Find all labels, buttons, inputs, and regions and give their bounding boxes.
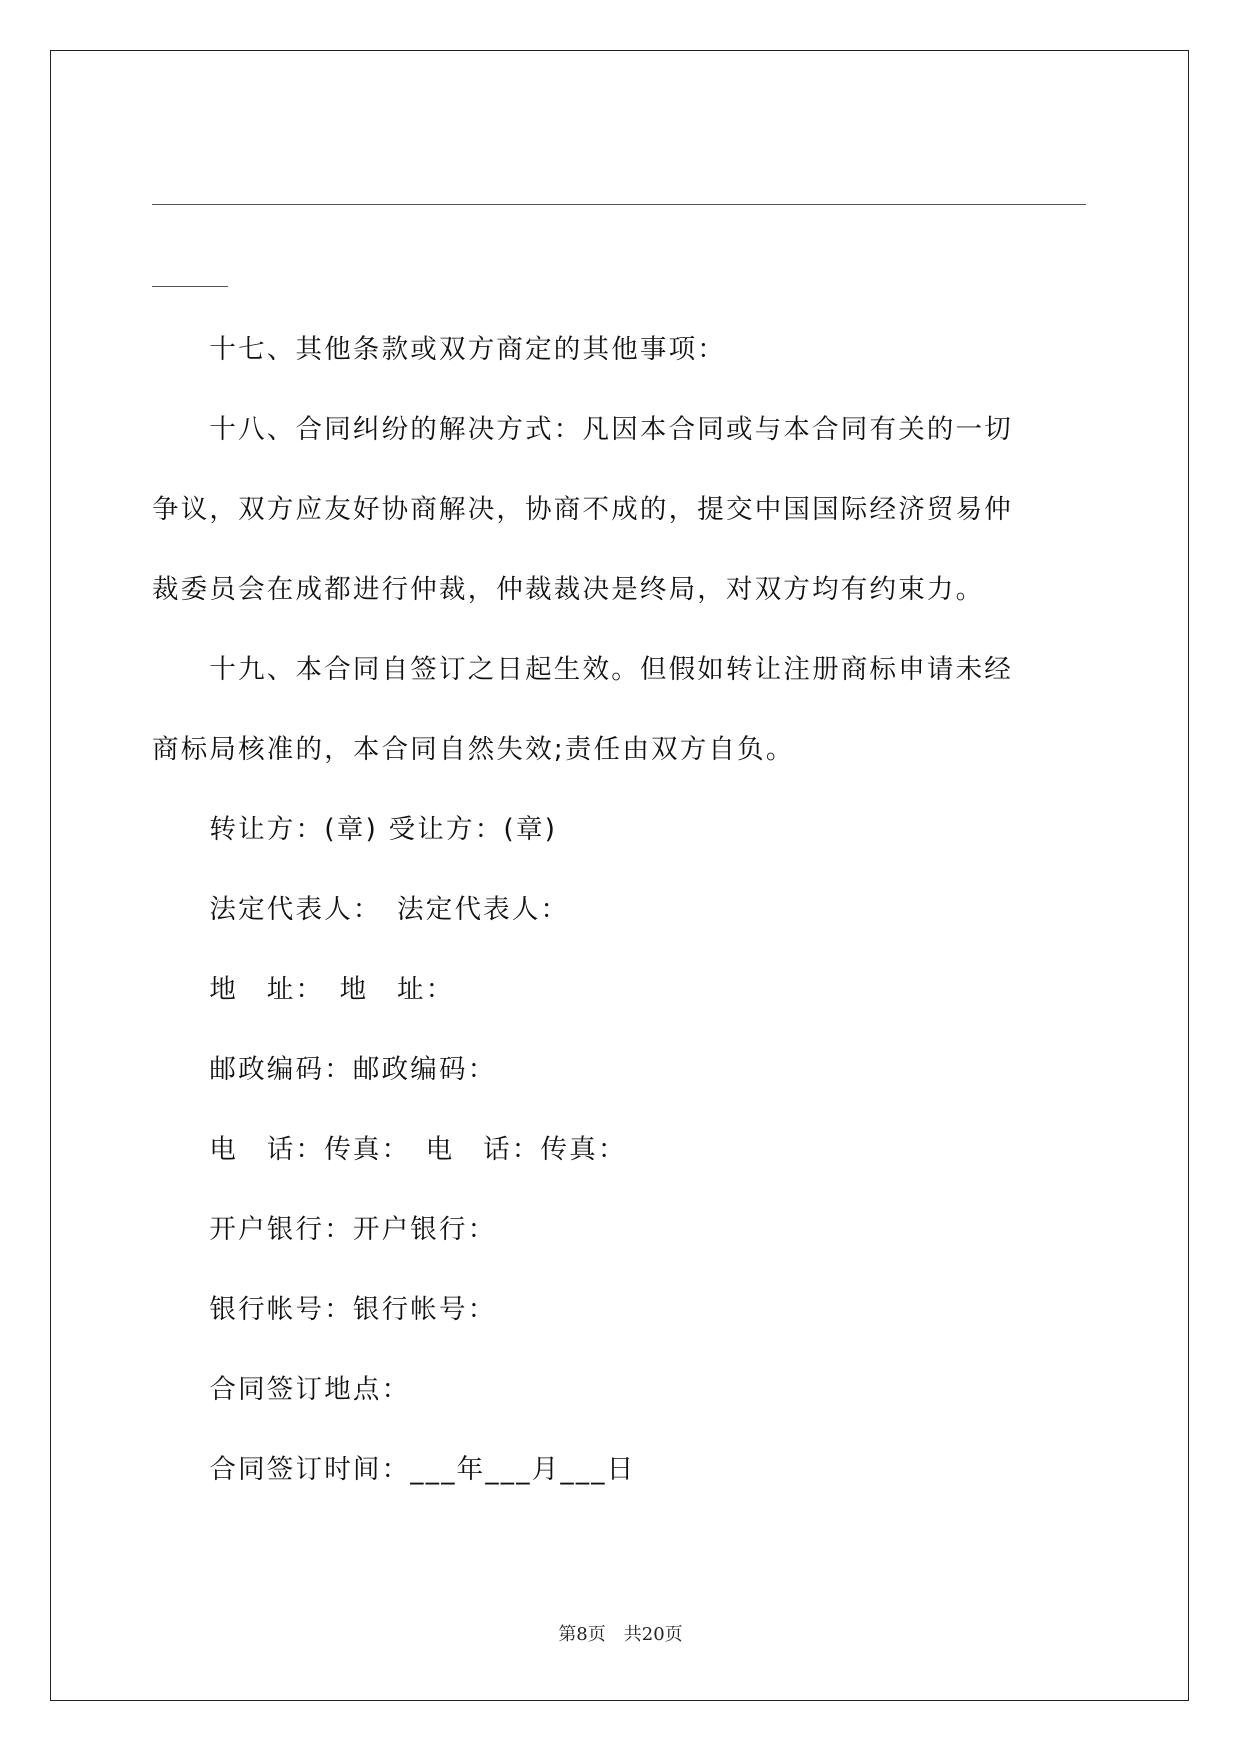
page-number: 第8页 共20页 bbox=[558, 1624, 683, 1645]
clause-19-line-1: 十九、本合同自签订之日起生效。但假如转让注册商标申请未经 bbox=[152, 654, 1013, 685]
clause-18-line-3: 裁委员会在成都进行仲裁，仲裁裁决是终局，对双方均有约束力。 bbox=[152, 574, 985, 605]
account-line: 银行帐号：银行帐号： bbox=[152, 1294, 497, 1325]
fill-in-line bbox=[152, 204, 1086, 205]
signing-date-line: 合同签订时间：___年___月___日 bbox=[152, 1454, 636, 1485]
phone-fax-line: 电 话：传真： 电 话：传真： bbox=[152, 1134, 627, 1165]
clause-18-line-2: 争议，双方应友好协商解决，协商不成的，提交中国国际经济贸易仲 bbox=[152, 494, 1013, 525]
legal-representative: 法定代表人： 法定代表人： bbox=[152, 894, 570, 925]
signing-place-line: 合同签订地点： bbox=[152, 1374, 411, 1405]
signature-parties: 转让方：(章) 受让方：(章) bbox=[152, 814, 558, 845]
fill-in-line-end bbox=[152, 286, 228, 287]
clause-18-line-1: 十八、合同纠纷的解决方式：凡因本合同或与本合同有关的一切 bbox=[152, 414, 1013, 445]
postal-code-line: 邮政编码：邮政编码： bbox=[152, 1054, 497, 1085]
bank-line: 开户银行：开户银行： bbox=[152, 1214, 497, 1245]
address-line: 地 址： 地 址： bbox=[152, 974, 455, 1005]
clause-19-line-2: 商标局核准的，本合同自然失效;责任由双方自负。 bbox=[152, 734, 795, 765]
clause-17: 十七、其他条款或双方商定的其他事项： bbox=[152, 334, 726, 365]
